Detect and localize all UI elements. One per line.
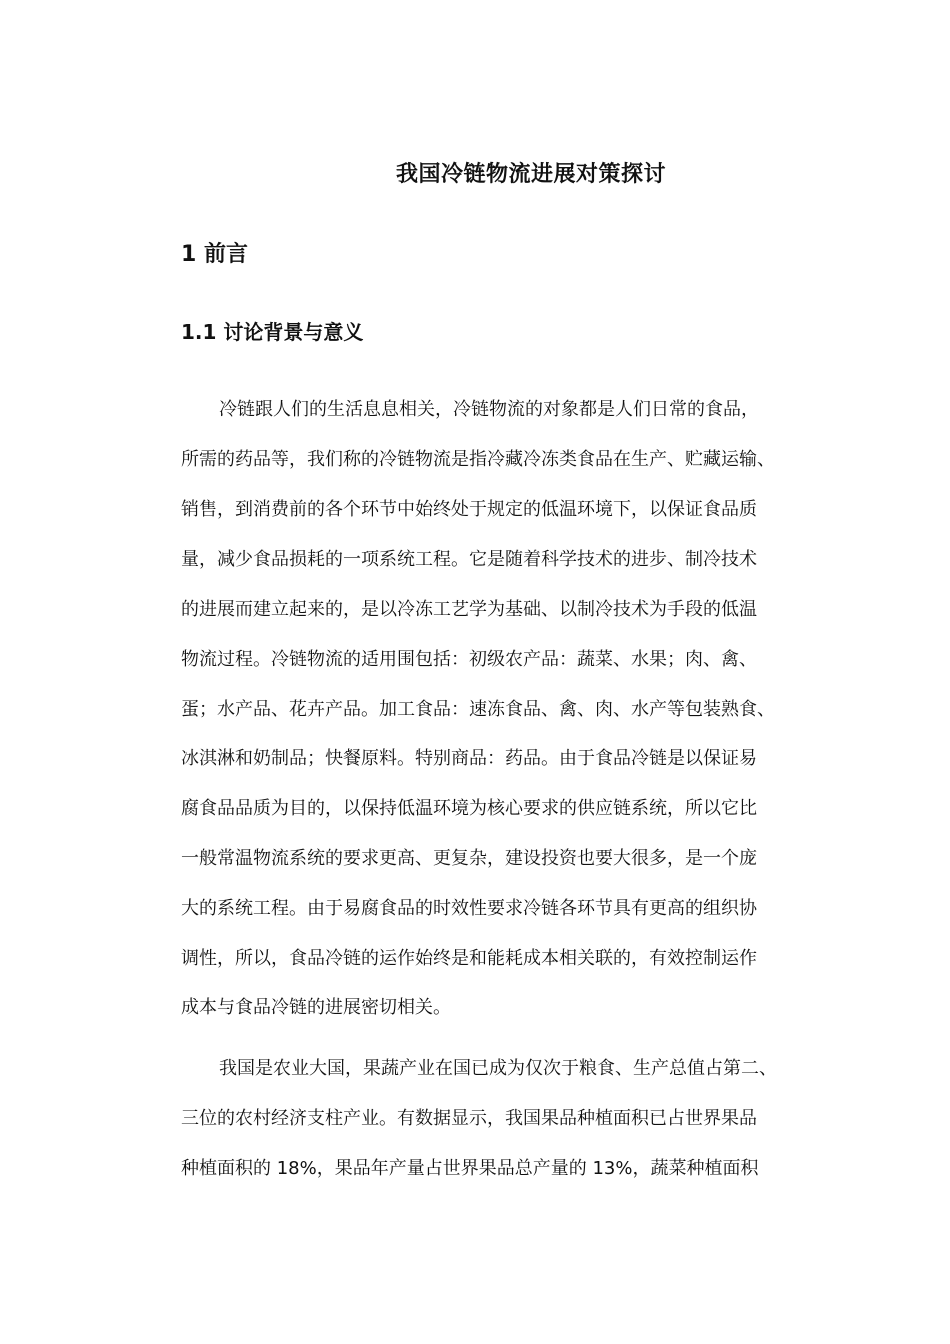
paragraph-line: 冷链跟人们的生活息息相关，冷链物流的对象都是人们日常的食品， xyxy=(219,399,759,420)
paragraph-line: 成本与食品冷链的进展密切相关。 xyxy=(181,997,451,1018)
paragraph-line: 物流过程。冷链物流的适用围包括：初级农产品：蔬菜、水果；肉、禽、 xyxy=(181,649,757,670)
paragraph-line: 销售，到消费前的各个环节中始终处于规定的低温环境下，以保证食品质 xyxy=(181,499,757,520)
paragraph-line: 种植面积的 18%，果品年产量占世界果品总产量的 13%，蔬菜种植面积 xyxy=(181,1158,759,1179)
subsection-heading-background: 1.1 讨论背景与意义 xyxy=(181,320,364,344)
paragraph-line: 的进展而建立起来的，是以冷冻工艺学为基础、以制冷技术为手段的低温 xyxy=(181,599,757,620)
paragraph-line: 一般常温物流系统的要求更高、更复杂，建设投资也要大很多，是一个庞 xyxy=(181,848,757,869)
paragraph-line: 调性，所以，食品冷链的运作始终是和能耗成本相关联的，有效控制运作 xyxy=(181,948,757,969)
paragraph-line: 三位的农村经济支柱产业。有数据显示，我国果品种植面积已占世界果品 xyxy=(181,1108,757,1129)
paragraph-line: 蛋；水产品、花卉产品。加工食品：速冻食品、禽、肉、水产等包装熟食、 xyxy=(181,699,775,720)
paragraph-line: 大的系统工程。由于易腐食品的时效性要求冷链各环节具有更高的组织协 xyxy=(181,898,757,919)
section-heading-preface: 1 前言 xyxy=(181,242,248,267)
paragraph-line: 冰淇淋和奶制品；快餐原料。特别商品：药品。由于食品冷链是以保证易 xyxy=(181,748,757,769)
paragraph-line: 我国是农业大国，果蔬产业在国已成为仅次于粮食、生产总值占第二、 xyxy=(219,1058,777,1079)
paragraph-line: 量，减少食品损耗的一项系统工程。它是随着科学技术的进步、制冷技术 xyxy=(181,549,757,570)
paragraph-line: 腐食品品质为目的，以保持低温环境为核心要求的供应链系统，所以它比 xyxy=(181,798,757,819)
paragraph-line: 所需的药品等，我们称的冷链物流是指冷藏冷冻类食品在生产、贮藏运输、 xyxy=(181,449,775,470)
document-title: 我国冷链物流进展对策探讨 xyxy=(395,162,666,187)
